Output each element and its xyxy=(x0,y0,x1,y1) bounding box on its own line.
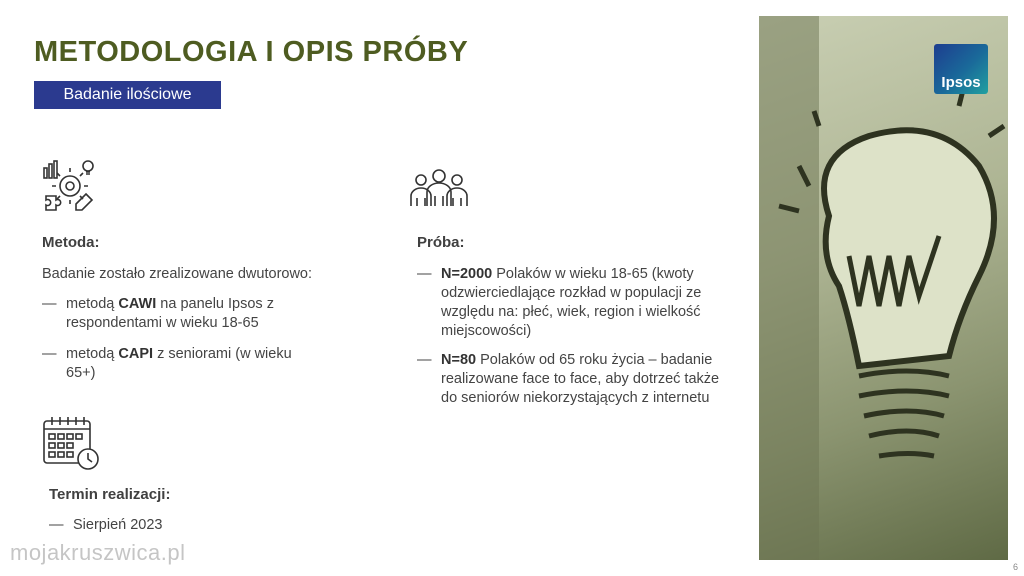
ipsos-logo: Ipsos xyxy=(934,44,988,94)
calendar-icon xyxy=(42,415,100,471)
metoda-item-capi: — metodą CAPI z seniorami (w wieku 65+) xyxy=(42,346,292,381)
subtitle-bar: Badanie ilościowe xyxy=(34,81,221,109)
dash: — xyxy=(42,346,57,362)
page-title: METODOLOGIA I OPIS PRÓBY xyxy=(34,36,469,68)
page-number: 6 xyxy=(1012,562,1018,572)
termin-label: Termin realizacji: xyxy=(49,486,171,503)
proba-item-n2000: — N=2000 Polaków w wieku 18-65 (kwoty odzwierciedlające rozkład w populacji ze względu na: płeć, wiek, region i wielkość miejscowości) xyxy=(417,266,702,339)
lightbulb-image xyxy=(759,16,1008,560)
termin-item: — Sierpień 2023 xyxy=(49,517,163,533)
metoda-intro: Badanie zostało zrealizowane dwutorowo: xyxy=(42,266,313,282)
proba-label: Próba: xyxy=(417,234,465,251)
proba-item-n80: — N=80 Polaków od 65 roku życia – badanie realizowane face to face, aby dotrzeć także do seniorów niekorzystających z internetu xyxy=(417,352,720,406)
dash: — xyxy=(417,352,432,368)
dash: — xyxy=(417,266,432,282)
people-icon xyxy=(409,168,469,208)
metoda-label: Metoda: xyxy=(42,234,100,251)
methodology-icon xyxy=(42,158,98,214)
dash: — xyxy=(42,296,57,312)
metoda-item-cawi: — metodą CAWI na panelu Ipsos z respondentami w wieku 18-65 xyxy=(42,296,274,331)
dash: — xyxy=(49,517,64,533)
watermark: mojakruszwica.pl xyxy=(10,540,186,565)
